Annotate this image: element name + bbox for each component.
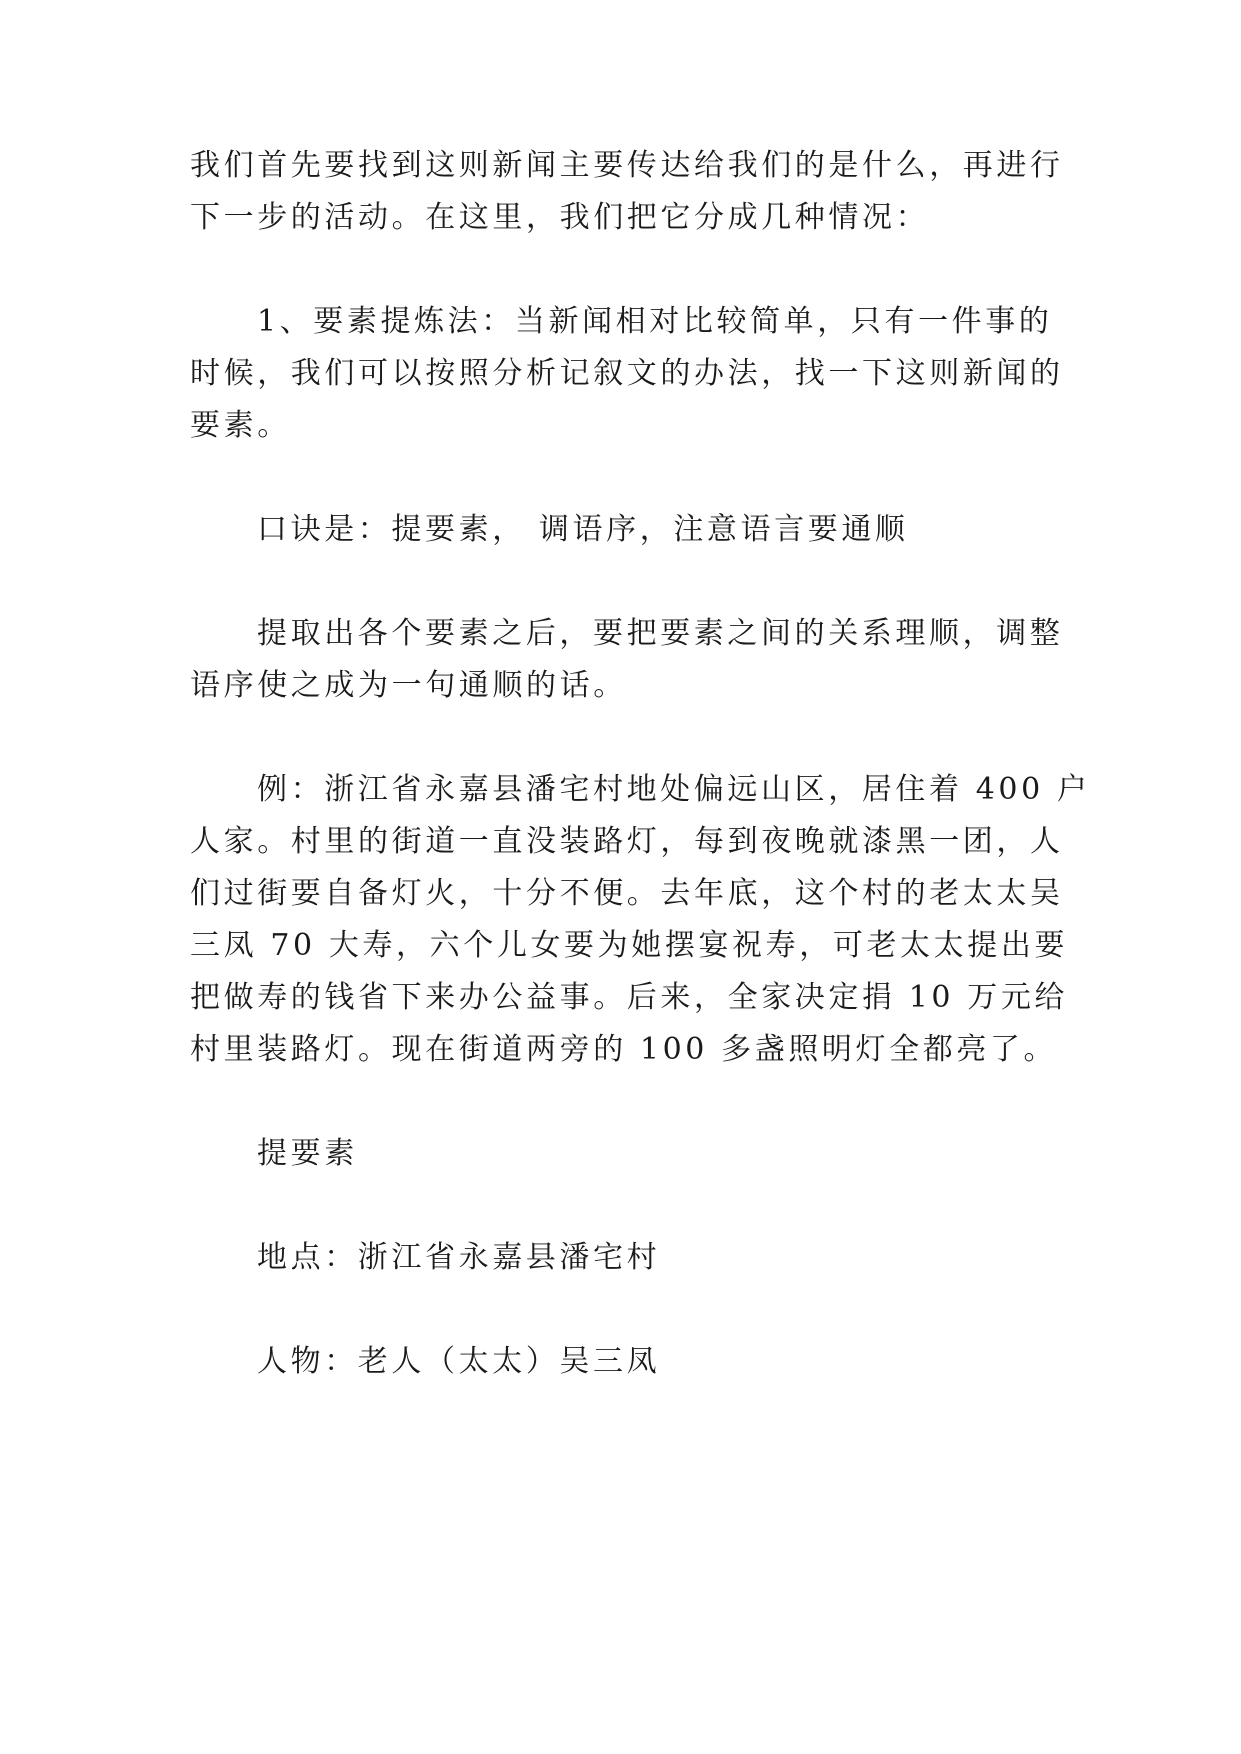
text-line: 下一步的活动。在这里，我们把它分成几种情况： bbox=[190, 200, 930, 235]
text-line: 例：浙江省永嘉县潘宅村地处偏远山区，居住着 400 户 bbox=[257, 772, 1091, 807]
text-line: 口诀是：提要素， 调语序，注意语言要通顺 bbox=[257, 512, 909, 547]
text-line: 1、要素提炼法：当新闻相对比较简单，只有一件事的 bbox=[257, 304, 1053, 339]
text-line: 提要素 bbox=[257, 1136, 358, 1171]
text-line: 时候，我们可以按照分析记叙文的办法，找一下这则新闻的 bbox=[190, 356, 1064, 391]
text-line: 我们首先要找到这则新闻主要传达给我们的是什么，再进行 bbox=[190, 148, 1064, 183]
text-line: 三凤 70 大寿，六个儿女要为她摆宴祝寿，可老太太提出要 bbox=[190, 928, 1069, 963]
text-line: 要素。 bbox=[190, 408, 291, 443]
text-line: 提取出各个要素之后，要把要素之间的关系理顺，调整 bbox=[257, 616, 1064, 651]
text-line: 把做寿的钱省下来办公益事。后来，全家决定捐 10 万元给 bbox=[190, 980, 1069, 1015]
text-line: 语序使之成为一句通顺的话。 bbox=[190, 668, 627, 703]
text-line: 人物：老人（太太）吴三凤 bbox=[257, 1344, 661, 1379]
text-line: 们过街要自备灯火，十分不便。去年底，这个村的老太太吴 bbox=[190, 876, 1064, 911]
text-line: 村里装路灯。现在街道两旁的 100 多盏照明灯全都亮了。 bbox=[190, 1032, 1058, 1067]
text-line: 地点：浙江省永嘉县潘宅村 bbox=[257, 1240, 661, 1275]
text-line: 人家。村里的街道一直没装路灯，每到夜晚就漆黑一团，人 bbox=[190, 824, 1064, 859]
